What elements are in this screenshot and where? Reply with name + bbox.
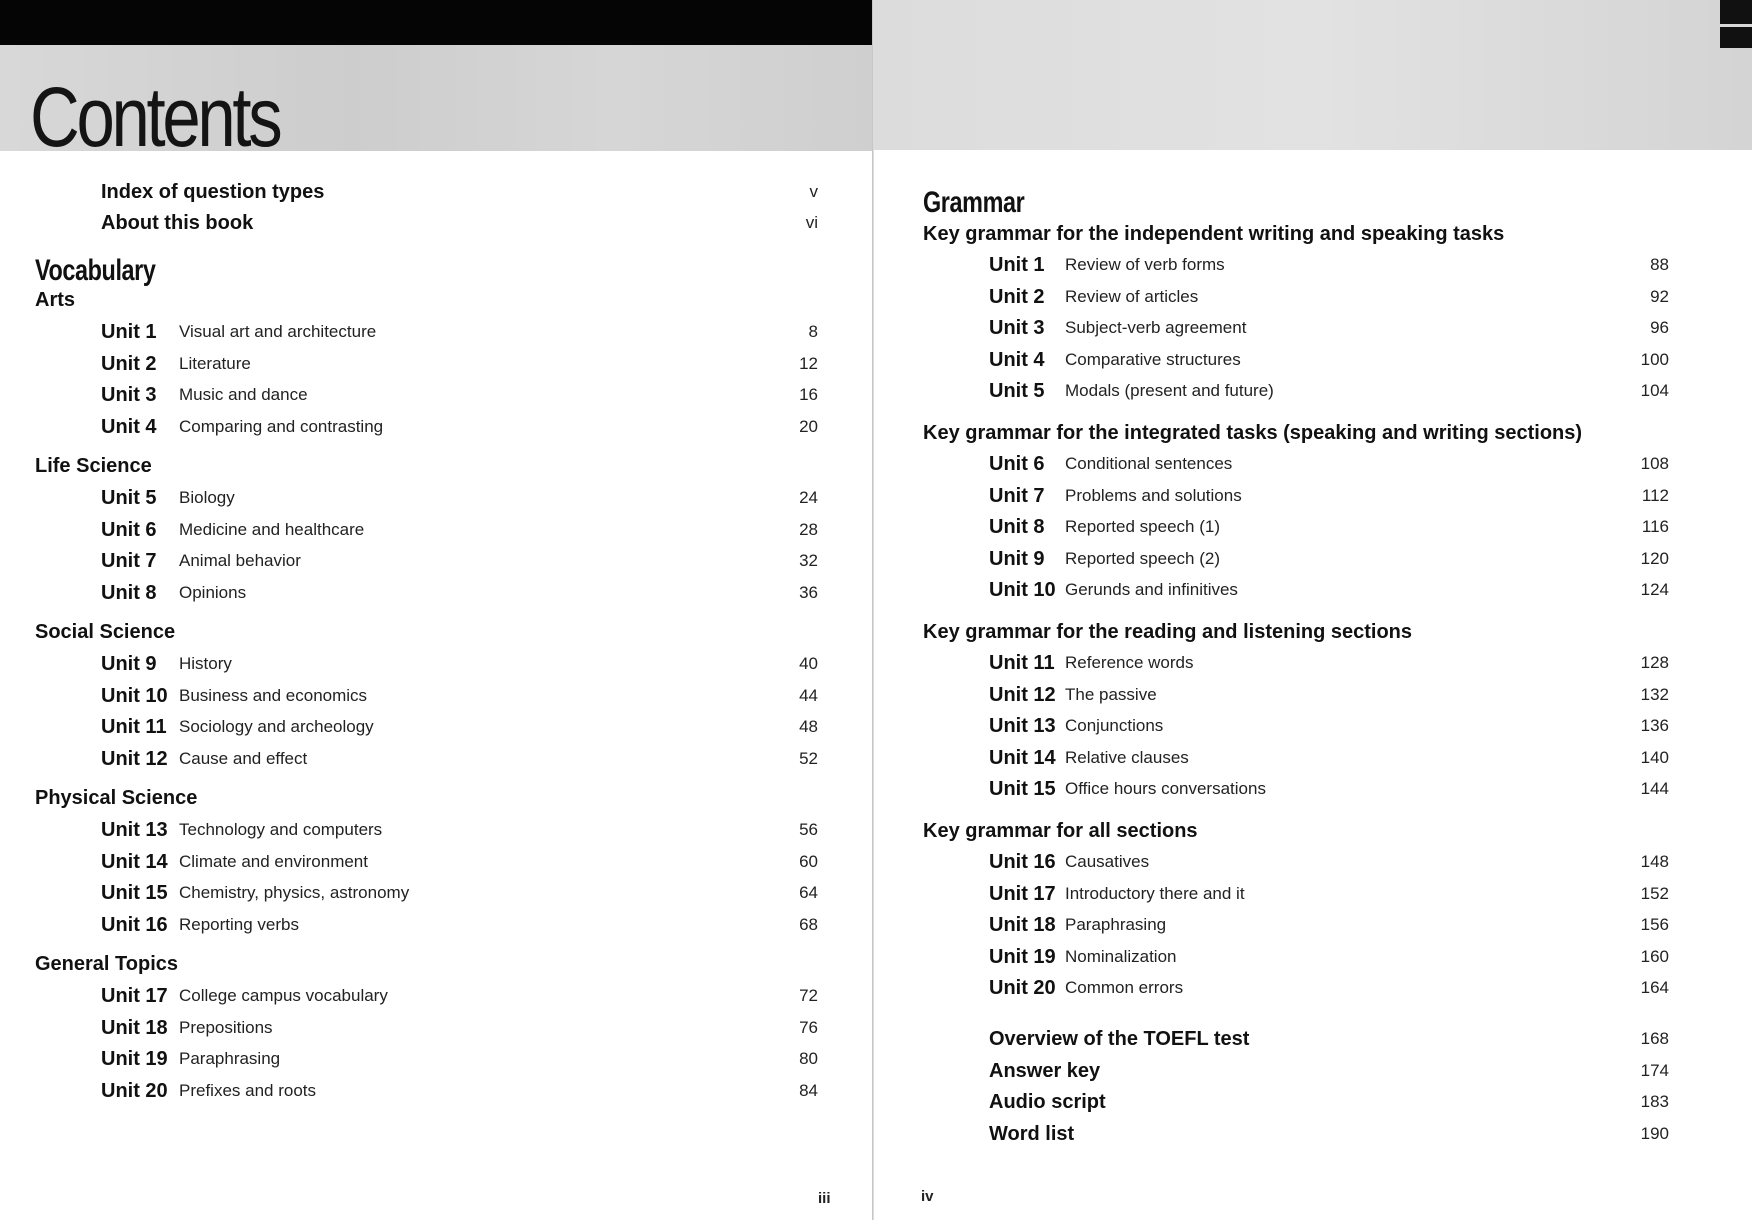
unit-title: Climate and environment bbox=[179, 851, 368, 871]
unit-title: Common errors bbox=[1065, 978, 1184, 997]
unit-number: Unit 19 bbox=[989, 945, 1056, 968]
unit-number: Unit 19 bbox=[101, 1048, 168, 1070]
front-matter-page: v bbox=[809, 182, 818, 201]
toc-entry[interactable] bbox=[989, 945, 1729, 969]
unit-number: Unit 2 bbox=[101, 352, 157, 375]
unit-title: Causatives bbox=[1065, 852, 1150, 871]
page-number-left: iii bbox=[818, 1190, 831, 1207]
group-heading: Arts bbox=[35, 289, 76, 311]
unit-title: Chemistry, physics, astronomy bbox=[179, 883, 410, 902]
unit-number: Unit 7 bbox=[101, 550, 157, 572]
front-matter-label: About this book bbox=[101, 212, 254, 234]
front-matter-item[interactable] bbox=[101, 180, 324, 204]
page-number: 120 bbox=[1640, 548, 1669, 568]
page-number: 128 bbox=[1640, 653, 1669, 672]
toc-entry[interactable] bbox=[101, 581, 821, 605]
left-page bbox=[0, 0, 874, 1220]
unit-title: Conditional sentences bbox=[1065, 454, 1233, 473]
toc-entry[interactable] bbox=[101, 913, 821, 937]
unit-number: Unit 8 bbox=[989, 516, 1045, 538]
group-heading: General Topics bbox=[35, 953, 179, 975]
page-number: 48 bbox=[799, 717, 818, 736]
unit-number: Unit 16 bbox=[989, 851, 1056, 873]
unit-title: Business and economics bbox=[179, 685, 368, 705]
corner-mark bbox=[1720, 0, 1752, 48]
toc-entry[interactable] bbox=[989, 882, 1729, 906]
toc-entry[interactable] bbox=[989, 547, 1729, 571]
toc-entry[interactable] bbox=[101, 652, 821, 676]
group-heading: Key grammar for all sections bbox=[923, 820, 1198, 842]
toc-entry[interactable] bbox=[101, 984, 821, 1008]
toc-entry[interactable] bbox=[101, 684, 821, 708]
unit-number: Unit 18 bbox=[989, 914, 1056, 936]
toc-entry[interactable] bbox=[101, 747, 821, 771]
page-number: 132 bbox=[1640, 684, 1669, 704]
page-title: Contents bbox=[30, 70, 280, 164]
toc-entry[interactable] bbox=[989, 578, 1729, 602]
unit-title: Review of articles bbox=[1065, 286, 1199, 306]
unit-title: Reporting verbs bbox=[179, 914, 300, 934]
back-matter-page: 168 bbox=[1640, 1029, 1669, 1048]
page-number: 16 bbox=[799, 385, 818, 404]
page-number: 156 bbox=[1640, 915, 1669, 934]
toc-entry[interactable] bbox=[101, 549, 821, 573]
unit-number: Unit 8 bbox=[101, 581, 157, 604]
toc-entry[interactable] bbox=[989, 777, 1729, 801]
unit-title: Music and dance bbox=[179, 385, 308, 404]
unit-number: Unit 6 bbox=[101, 518, 157, 541]
toc-entry[interactable] bbox=[101, 415, 821, 439]
page-number: 152 bbox=[1640, 883, 1669, 903]
toc-entry[interactable] bbox=[989, 714, 1729, 738]
page-number: 160 bbox=[1640, 946, 1669, 966]
page-number: 64 bbox=[799, 883, 818, 902]
unit-title: Reported speech (1) bbox=[1065, 517, 1220, 536]
page-number: 140 bbox=[1640, 747, 1669, 767]
toc-entry[interactable] bbox=[989, 850, 1729, 874]
unit-number: Unit 4 bbox=[989, 348, 1045, 371]
unit-title: Gerunds and infinitives bbox=[1065, 580, 1238, 599]
unit-title: Prepositions bbox=[179, 1017, 273, 1037]
group-heading: Key grammar for the reading and listening sections bbox=[923, 621, 1413, 643]
back-matter-item[interactable]: Audio script bbox=[989, 1091, 1106, 1113]
group-heading: Key grammar for the integrated tasks (speaking and writing sections) bbox=[923, 422, 1583, 444]
page-number: 32 bbox=[799, 551, 818, 570]
unit-title: Cause and effect bbox=[179, 748, 308, 768]
toc-entry[interactable] bbox=[989, 484, 1729, 508]
unit-number: Unit 5 bbox=[101, 487, 157, 509]
unit-number: Unit 16 bbox=[101, 913, 168, 936]
toc-entry[interactable] bbox=[989, 746, 1729, 770]
toc-entry[interactable] bbox=[101, 1079, 821, 1103]
unit-number: Unit 4 bbox=[101, 415, 157, 438]
unit-number: Unit 10 bbox=[989, 579, 1056, 601]
page-number: 20 bbox=[799, 416, 818, 436]
unit-title: Conjunctions bbox=[1065, 716, 1164, 735]
section-heading-vocabulary: Vocabulary bbox=[35, 254, 156, 287]
page-number: 164 bbox=[1640, 978, 1669, 997]
unit-title: Medicine and healthcare bbox=[179, 519, 365, 539]
page-number: 24 bbox=[799, 488, 818, 507]
back-matter-page: 183 bbox=[1640, 1092, 1669, 1111]
right-page bbox=[874, 0, 1752, 1220]
back-matter-page: 174 bbox=[1640, 1060, 1669, 1080]
toc-entry[interactable] bbox=[101, 1047, 821, 1071]
unit-number: Unit 5 bbox=[989, 380, 1045, 402]
unit-number: Unit 14 bbox=[989, 746, 1056, 769]
unit-number: Unit 14 bbox=[101, 850, 168, 873]
group-heading: Social Science bbox=[35, 621, 176, 643]
unit-title: Nominalization bbox=[1065, 946, 1177, 966]
page-number: 96 bbox=[1650, 318, 1669, 337]
page-number: 8 bbox=[808, 322, 818, 341]
unit-title: Literature bbox=[179, 353, 251, 373]
unit-title: Review of verb forms bbox=[1065, 255, 1225, 274]
unit-title: Prefixes and roots bbox=[179, 1080, 317, 1100]
front-matter-label: Index of question types bbox=[101, 181, 325, 203]
page-number: 12 bbox=[799, 353, 818, 373]
back-matter-page: 190 bbox=[1640, 1123, 1669, 1143]
unit-title: Reference words bbox=[1065, 653, 1194, 672]
group-heading: Physical Science bbox=[35, 787, 198, 809]
page-number: 44 bbox=[799, 685, 818, 705]
toc-entry[interactable] bbox=[101, 486, 821, 510]
toc-entry[interactable] bbox=[989, 253, 1729, 277]
toc-entry[interactable] bbox=[989, 515, 1729, 539]
page-number: 112 bbox=[1641, 485, 1669, 505]
unit-title: Office hours conversations bbox=[1065, 779, 1266, 798]
toc-entry[interactable] bbox=[101, 352, 821, 376]
page-number: 144 bbox=[1640, 779, 1669, 798]
unit-number: Unit 20 bbox=[101, 1079, 168, 1102]
unit-number: Unit 11 bbox=[989, 652, 1055, 674]
back-matter-item[interactable]: Answer key bbox=[989, 1059, 1101, 1082]
toc-entry[interactable] bbox=[101, 850, 821, 874]
toc-entry[interactable] bbox=[101, 320, 821, 344]
unit-number: Unit 3 bbox=[989, 317, 1045, 339]
unit-title: Paraphrasing bbox=[1065, 915, 1167, 934]
unit-number: Unit 1 bbox=[101, 321, 157, 343]
unit-number: Unit 12 bbox=[989, 683, 1056, 706]
unit-title: Modals (present and future) bbox=[1065, 381, 1274, 400]
unit-title: The passive bbox=[1065, 684, 1157, 704]
page-number: 60 bbox=[799, 851, 818, 871]
toc-entry[interactable] bbox=[101, 715, 821, 739]
unit-title: Comparative structures bbox=[1065, 349, 1241, 369]
unit-number: Unit 20 bbox=[989, 977, 1056, 999]
toc-entry[interactable] bbox=[101, 881, 821, 905]
unit-title: College campus vocabulary bbox=[179, 986, 388, 1005]
unit-number: Unit 10 bbox=[101, 684, 168, 707]
page-number: 116 bbox=[1641, 517, 1669, 536]
page-number: 124 bbox=[1640, 580, 1669, 599]
page-number: 40 bbox=[799, 654, 818, 673]
unit-title: Visual art and architecture bbox=[179, 322, 377, 341]
page-number: 148 bbox=[1640, 852, 1669, 871]
unit-number: Unit 2 bbox=[989, 285, 1045, 308]
page-number: 52 bbox=[799, 748, 818, 768]
page-number: 92 bbox=[1650, 286, 1669, 306]
unit-number: Unit 9 bbox=[101, 653, 157, 675]
front-matter-item[interactable] bbox=[101, 211, 253, 235]
unit-title: History bbox=[179, 654, 232, 673]
page-number: 56 bbox=[799, 820, 818, 839]
unit-number: Unit 15 bbox=[101, 882, 168, 904]
toc-entry[interactable] bbox=[989, 452, 1729, 476]
page-number: 100 bbox=[1640, 349, 1669, 369]
page-number: 68 bbox=[799, 914, 818, 934]
unit-number: Unit 1 bbox=[989, 254, 1045, 276]
toc-entry[interactable] bbox=[989, 913, 1729, 937]
unit-number: Unit 11 bbox=[101, 716, 167, 738]
toc-entry[interactable] bbox=[989, 285, 1729, 309]
toc-entry[interactable] bbox=[989, 683, 1729, 707]
unit-number: Unit 17 bbox=[101, 985, 168, 1007]
page-number-right: iv bbox=[921, 1188, 934, 1205]
back-matter-item[interactable]: Word list bbox=[989, 1122, 1075, 1145]
page-number: 84 bbox=[799, 1080, 818, 1100]
section-heading-grammar: Grammar bbox=[923, 186, 1025, 219]
toc-entry[interactable] bbox=[989, 651, 1729, 675]
page-number: 76 bbox=[799, 1017, 818, 1037]
unit-title: Subject-verb agreement bbox=[1065, 318, 1247, 337]
unit-title: Comparing and contrasting bbox=[179, 416, 384, 436]
page-number: 80 bbox=[799, 1049, 818, 1068]
back-matter-item[interactable]: Overview of the TOEFL test bbox=[989, 1028, 1250, 1050]
unit-title: Relative clauses bbox=[1065, 747, 1189, 767]
unit-title: Introductory there and it bbox=[1065, 883, 1245, 903]
top-black-bar bbox=[0, 0, 874, 45]
toc-entry[interactable] bbox=[989, 316, 1729, 340]
toc-entry[interactable] bbox=[989, 976, 1729, 1000]
unit-number: Unit 13 bbox=[101, 819, 168, 841]
group-heading: Life Science bbox=[35, 455, 152, 477]
toc-entry[interactable] bbox=[101, 518, 821, 542]
toc-entry[interactable] bbox=[101, 1016, 821, 1040]
unit-number: Unit 7 bbox=[989, 484, 1045, 507]
unit-title: Biology bbox=[179, 488, 235, 507]
unit-number: Unit 9 bbox=[989, 547, 1045, 570]
page-number: 28 bbox=[799, 519, 818, 539]
unit-title: Problems and solutions bbox=[1065, 485, 1242, 505]
unit-number: Unit 17 bbox=[989, 882, 1056, 905]
toc-entry[interactable] bbox=[989, 348, 1729, 372]
page-number: 88 bbox=[1650, 255, 1669, 274]
unit-number: Unit 12 bbox=[101, 747, 168, 770]
unit-number: Unit 13 bbox=[989, 715, 1056, 737]
page-number: 72 bbox=[799, 986, 818, 1005]
unit-number: Unit 6 bbox=[989, 453, 1045, 475]
header-band bbox=[874, 0, 1752, 150]
group-heading: Key grammar for the independent writing and speaking tasks bbox=[923, 223, 1505, 245]
page-number: 104 bbox=[1640, 381, 1669, 400]
unit-title: Animal behavior bbox=[179, 551, 301, 570]
unit-title: Sociology and archeology bbox=[179, 717, 374, 736]
page-number: 136 bbox=[1640, 716, 1669, 735]
unit-number: Unit 3 bbox=[101, 384, 157, 406]
unit-title: Paraphrasing bbox=[179, 1049, 281, 1068]
toc-entry[interactable] bbox=[101, 818, 821, 842]
unit-title: Opinions bbox=[179, 582, 247, 602]
unit-number: Unit 15 bbox=[989, 778, 1056, 800]
front-matter-page: vi bbox=[805, 213, 818, 232]
toc-entry[interactable] bbox=[989, 379, 1729, 403]
unit-title: Technology and computers bbox=[179, 820, 383, 839]
page-number: 108 bbox=[1640, 454, 1669, 473]
page-number: 36 bbox=[799, 582, 818, 602]
unit-number: Unit 18 bbox=[101, 1016, 168, 1039]
unit-title: Reported speech (2) bbox=[1065, 548, 1220, 568]
toc-entry[interactable] bbox=[101, 383, 821, 407]
